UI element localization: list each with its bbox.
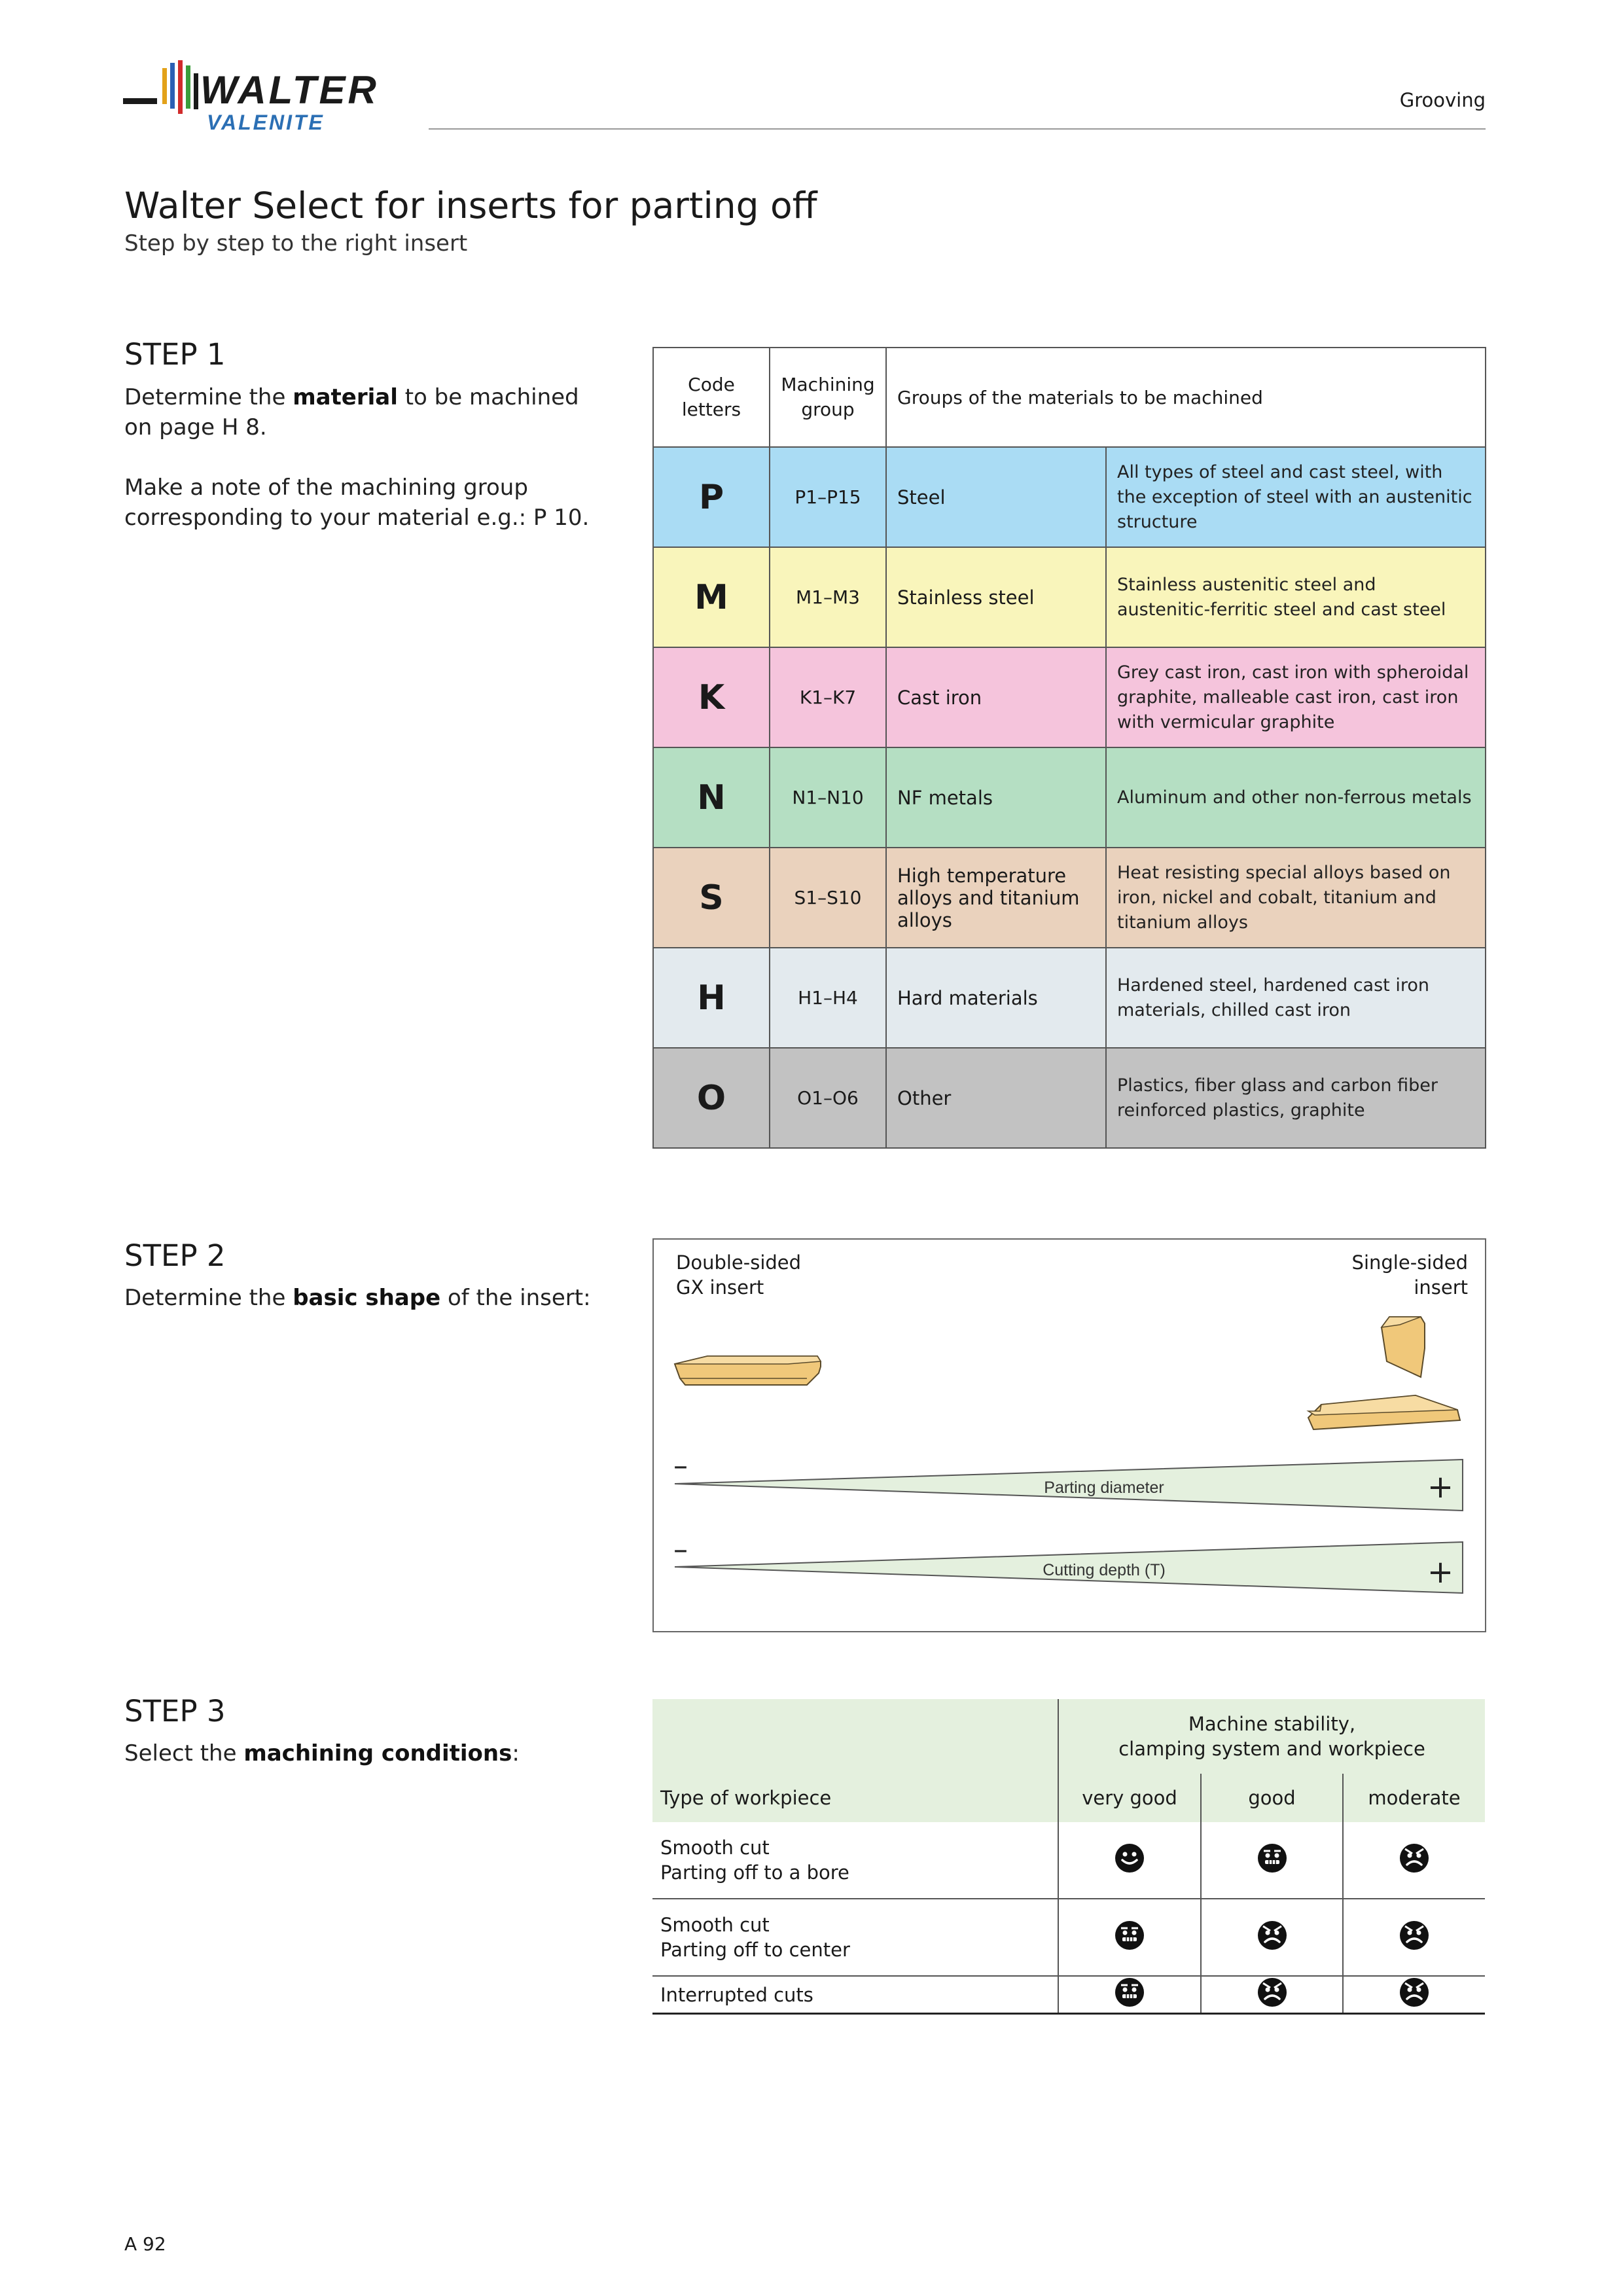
code-letter: H bbox=[653, 948, 770, 1048]
step1-heading: STEP 1 bbox=[124, 337, 226, 372]
machining-group: N1–N10 bbox=[770, 747, 886, 848]
material-row bbox=[653, 647, 1486, 747]
step2-text-pre: Determine the bbox=[124, 1285, 293, 1311]
material-group: Stainless steel bbox=[886, 547, 1106, 647]
header-moderate: moderate bbox=[1343, 1774, 1485, 1822]
step1-text-a-pre: Determine the bbox=[124, 384, 293, 410]
step1-text-a-bold: material bbox=[293, 384, 398, 410]
step2-heading: STEP 2 bbox=[124, 1238, 226, 1273]
rating-cell bbox=[1343, 1976, 1485, 2014]
material-group: High temperature alloys and titanium alloys bbox=[886, 848, 1106, 948]
step1-text-a bbox=[124, 382, 579, 442]
machining-conditions-table bbox=[652, 1699, 1485, 2015]
workpiece-type: Smooth cut Parting off to center bbox=[652, 1899, 1058, 1976]
rating-cell bbox=[1201, 1822, 1343, 1899]
parting-diameter-label: Parting diameter bbox=[1044, 1479, 1164, 1497]
material-row bbox=[653, 547, 1486, 647]
double-sided-label: Double-sided GX insert bbox=[676, 1251, 802, 1299]
step2-text-post: of the insert: bbox=[440, 1285, 591, 1311]
material-row bbox=[653, 1048, 1486, 1148]
material-row bbox=[653, 447, 1486, 547]
bar1-minus-sign: – bbox=[673, 1449, 688, 1482]
step1-text-a-line2: on page H 8. bbox=[124, 414, 267, 440]
bar2-plus-sign: + bbox=[1427, 1554, 1454, 1590]
page-title: Walter Select for inserts for parting off bbox=[124, 185, 817, 226]
page-subtitle: Step by step to the right insert bbox=[124, 230, 468, 257]
insert-shape-chart bbox=[652, 1238, 1486, 1632]
material-description: Plastics, fiber glass and carbon fiber reinforced plastics, graphite bbox=[1106, 1048, 1486, 1148]
step2-text bbox=[124, 1283, 591, 1313]
material-description: Heat resisting special alloys based on iron, nickel and cobalt, titanium and titanium alloys bbox=[1106, 848, 1486, 948]
header-material-groups: Groups of the materials to be machined bbox=[886, 348, 1486, 447]
material-row bbox=[653, 747, 1486, 848]
code-letter: N bbox=[653, 747, 770, 848]
neutral-face-icon bbox=[1114, 1977, 1145, 2008]
rating-cell bbox=[1058, 1899, 1201, 1976]
step1-text-b bbox=[124, 473, 589, 533]
page-number: A 92 bbox=[124, 2233, 166, 2255]
step1-text-b-line2: corresponding to your material e.g.: P 10. bbox=[124, 505, 590, 531]
condition-row bbox=[652, 1976, 1485, 2014]
machine-stability-header: Machine stability, clamping system and workpiece bbox=[1058, 1699, 1485, 1774]
machining-group: S1–S10 bbox=[770, 848, 886, 948]
step1-text-b-line1: Make a note of the machining group bbox=[124, 475, 528, 501]
double-sided-insert-icon bbox=[675, 1356, 821, 1385]
condition-row bbox=[652, 1899, 1485, 1976]
machining-group: M1–M3 bbox=[770, 547, 886, 647]
header-machining-group: Machining group bbox=[770, 348, 886, 447]
machining-group: H1–H4 bbox=[770, 948, 886, 1048]
step3-text-pre: Select the bbox=[124, 1740, 244, 1767]
material-row bbox=[653, 948, 1486, 1048]
walter-valenite-logo bbox=[123, 60, 404, 135]
sad-face-icon bbox=[1257, 1920, 1288, 1951]
step2-text-bold: basic shape bbox=[293, 1285, 441, 1311]
sad-face-icon bbox=[1257, 1977, 1288, 2008]
header-rule bbox=[429, 128, 1486, 130]
header-type-of-workpiece: Type of workpiece bbox=[652, 1774, 1058, 1822]
neutral-face-icon bbox=[1257, 1842, 1288, 1874]
material-group: Other bbox=[886, 1048, 1106, 1148]
rating-cell bbox=[1201, 1976, 1343, 2014]
step1-text-a-post: to be machined bbox=[397, 384, 579, 410]
material-group: Hard materials bbox=[886, 948, 1106, 1048]
section-label: Grooving bbox=[1399, 89, 1486, 111]
material-group: NF metals bbox=[886, 747, 1106, 848]
cutting-depth-label: Cutting depth (T) bbox=[1043, 1561, 1166, 1579]
header-code-letters: Code letters bbox=[653, 348, 770, 447]
single-sided-label: Single-sided insert bbox=[1351, 1251, 1468, 1299]
material-description: All types of steel and cast steel, with the exception of steel with an austenitic structure bbox=[1106, 447, 1486, 547]
workpiece-type: Smooth cut Parting off to a bore bbox=[652, 1822, 1058, 1899]
material-description: Aluminum and other non-ferrous metals bbox=[1106, 747, 1486, 848]
rating-cell bbox=[1343, 1822, 1485, 1899]
table-header-row bbox=[653, 348, 1486, 447]
step3-text-post: : bbox=[512, 1740, 520, 1767]
machining-group: K1–K7 bbox=[770, 647, 886, 747]
rating-cell bbox=[1343, 1899, 1485, 1976]
code-letter: S bbox=[653, 848, 770, 948]
code-letter: P bbox=[653, 447, 770, 547]
machining-group: O1–O6 bbox=[770, 1048, 886, 1148]
header-very-good: very good bbox=[1058, 1774, 1201, 1822]
code-letter: K bbox=[653, 647, 770, 747]
workpiece-type: Interrupted cuts bbox=[652, 1976, 1058, 2014]
material-group: Cast iron bbox=[886, 647, 1106, 747]
happy-face-icon bbox=[1114, 1842, 1145, 1874]
step3-text-bold: machining conditions bbox=[243, 1740, 512, 1767]
code-letter: M bbox=[653, 547, 770, 647]
machining-group: P1–P15 bbox=[770, 447, 886, 547]
step3-text bbox=[124, 1738, 520, 1768]
logo-text-walter: WALTER bbox=[200, 68, 379, 112]
single-sided-insert-icon-top bbox=[1382, 1317, 1425, 1377]
header-good: good bbox=[1201, 1774, 1343, 1822]
code-letter: O bbox=[653, 1048, 770, 1148]
conditions-group-header-row bbox=[652, 1699, 1485, 1774]
logo-text-valenite: VALENITE bbox=[207, 111, 325, 134]
sad-face-icon bbox=[1399, 1977, 1430, 2008]
single-sided-insert-icon-bottom bbox=[1308, 1395, 1460, 1429]
conditions-column-header-row bbox=[652, 1774, 1485, 1822]
material-description: Grey cast iron, cast iron with spheroidal graphite, malleable cast iron, cast iron with vermicular graphite bbox=[1106, 647, 1486, 747]
sad-face-icon bbox=[1399, 1920, 1430, 1951]
rating-cell bbox=[1058, 1976, 1201, 2014]
rating-cell bbox=[1058, 1822, 1201, 1899]
neutral-face-icon bbox=[1114, 1920, 1145, 1951]
material-group: Steel bbox=[886, 447, 1106, 547]
step3-heading: STEP 3 bbox=[124, 1694, 226, 1729]
material-description: Stainless austenitic steel and austenitic-ferritic steel and cast steel bbox=[1106, 547, 1486, 647]
material-description: Hardened steel, hardened cast iron materials, chilled cast iron bbox=[1106, 948, 1486, 1048]
material-groups-table bbox=[652, 347, 1486, 1149]
sad-face-icon bbox=[1399, 1842, 1430, 1874]
bar1-plus-sign: + bbox=[1427, 1469, 1454, 1505]
rating-cell bbox=[1201, 1899, 1343, 1976]
material-row bbox=[653, 848, 1486, 948]
condition-row bbox=[652, 1822, 1485, 1899]
bar2-minus-sign: – bbox=[673, 1533, 688, 1566]
